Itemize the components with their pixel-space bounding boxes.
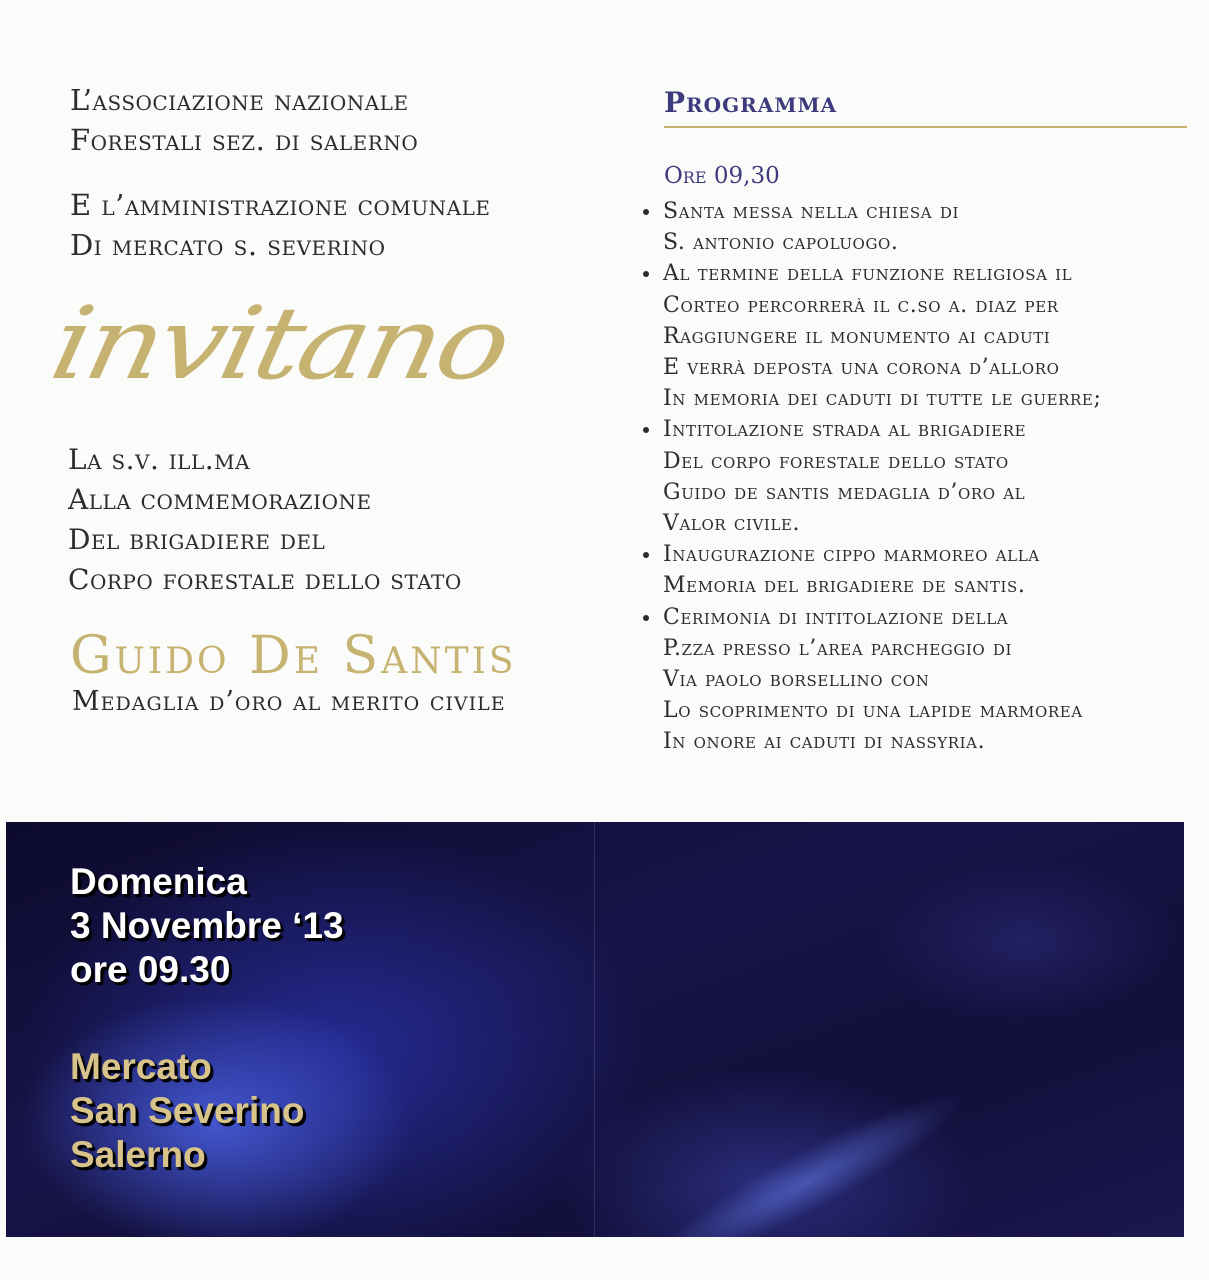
honoree-name: Guido De Santis — [70, 626, 517, 686]
programma-item — [640, 414, 1180, 539]
invitation-line: La s.v. ill.ma — [68, 443, 251, 476]
programma-time: Ore 09,30 — [664, 163, 780, 189]
programma-item — [640, 602, 1180, 758]
programma-item — [640, 539, 1180, 601]
programma-line: S. antonio capoluogo. — [663, 230, 899, 256]
event-day: Domenica — [70, 861, 247, 902]
programma-line: Corteo percorrerà il c.so a. diaz per — [663, 292, 1059, 318]
programma-line: P.zza presso l’area parcheggio di — [663, 635, 1013, 661]
honoree-medal: Medaglia d’oro al merito civile — [72, 686, 506, 717]
event-banner — [6, 822, 1184, 1237]
bullet-icon — [643, 615, 649, 621]
programma-line: Memoria del brigadiere de santis. — [663, 573, 1026, 599]
programma-line: Via paolo borsellino con — [663, 667, 930, 693]
invitano-script-title: invitano — [41, 284, 518, 402]
programma-line: Cerimonia di intitolazione della — [663, 604, 1009, 630]
event-place-line: San Severino — [70, 1090, 305, 1131]
event-date: 3 Novembre ‘13 — [70, 905, 344, 946]
programma-item — [640, 258, 1180, 414]
invitation-text — [68, 440, 462, 600]
programma-line: Raggiungere il monumento ai caduti — [663, 323, 1051, 349]
organizer-association — [70, 80, 418, 160]
programma-line: Intitolazione strada al brigadiere — [663, 417, 1027, 443]
programma-item — [640, 196, 1180, 258]
programma-line: Del corpo forestale dello stato — [663, 448, 1009, 474]
programma-line: Santa messa nella chiesa di — [663, 199, 959, 224]
light-beam — [633, 1071, 979, 1237]
organizer-line: Forestali sez. di salerno — [70, 123, 419, 157]
programma-line: Guido de santis medaglia d’oro al — [663, 479, 1026, 505]
event-time: ore 09.30 — [70, 949, 231, 990]
invitation-line: Alla commemorazione — [68, 483, 372, 516]
bullet-icon — [643, 271, 649, 277]
programma-title: Programma — [664, 86, 838, 119]
event-place-line: Mercato — [70, 1046, 212, 1087]
programma-divider — [664, 126, 1187, 128]
programma-line: In memoria dei caduti di tutte le guerre; — [663, 386, 1102, 412]
programma-line: In onore ai caduti di nassyria. — [663, 729, 986, 755]
organizer-line: E l’amministrazione comunale — [70, 188, 491, 222]
invitation-line: Del brigadiere del — [68, 523, 326, 556]
programma-line: E verrà deposta una corona d’alloro — [663, 355, 1060, 381]
organizer-municipality — [70, 185, 491, 265]
bullet-icon — [643, 552, 649, 558]
invitation-line: Corpo forestale dello stato — [68, 563, 462, 596]
programma-list — [640, 196, 1180, 758]
programma-line: Valor civile. — [663, 511, 801, 537]
bullet-icon — [643, 209, 649, 215]
organizer-line: Di mercato s. severino — [70, 228, 386, 262]
programma-line: Inaugurazione cippo marmoreo alla — [663, 542, 1040, 568]
programma-line: Al termine della funzione religiosa il — [663, 261, 1073, 287]
organizer-line: L’associazione nazionale — [70, 83, 409, 117]
event-date-block — [70, 860, 344, 992]
event-place-line: Salerno — [70, 1134, 206, 1175]
event-place-block — [70, 1045, 304, 1177]
bullet-icon — [643, 427, 649, 433]
programma-line: Lo scoprimento di una lapide marmorea — [663, 698, 1083, 724]
